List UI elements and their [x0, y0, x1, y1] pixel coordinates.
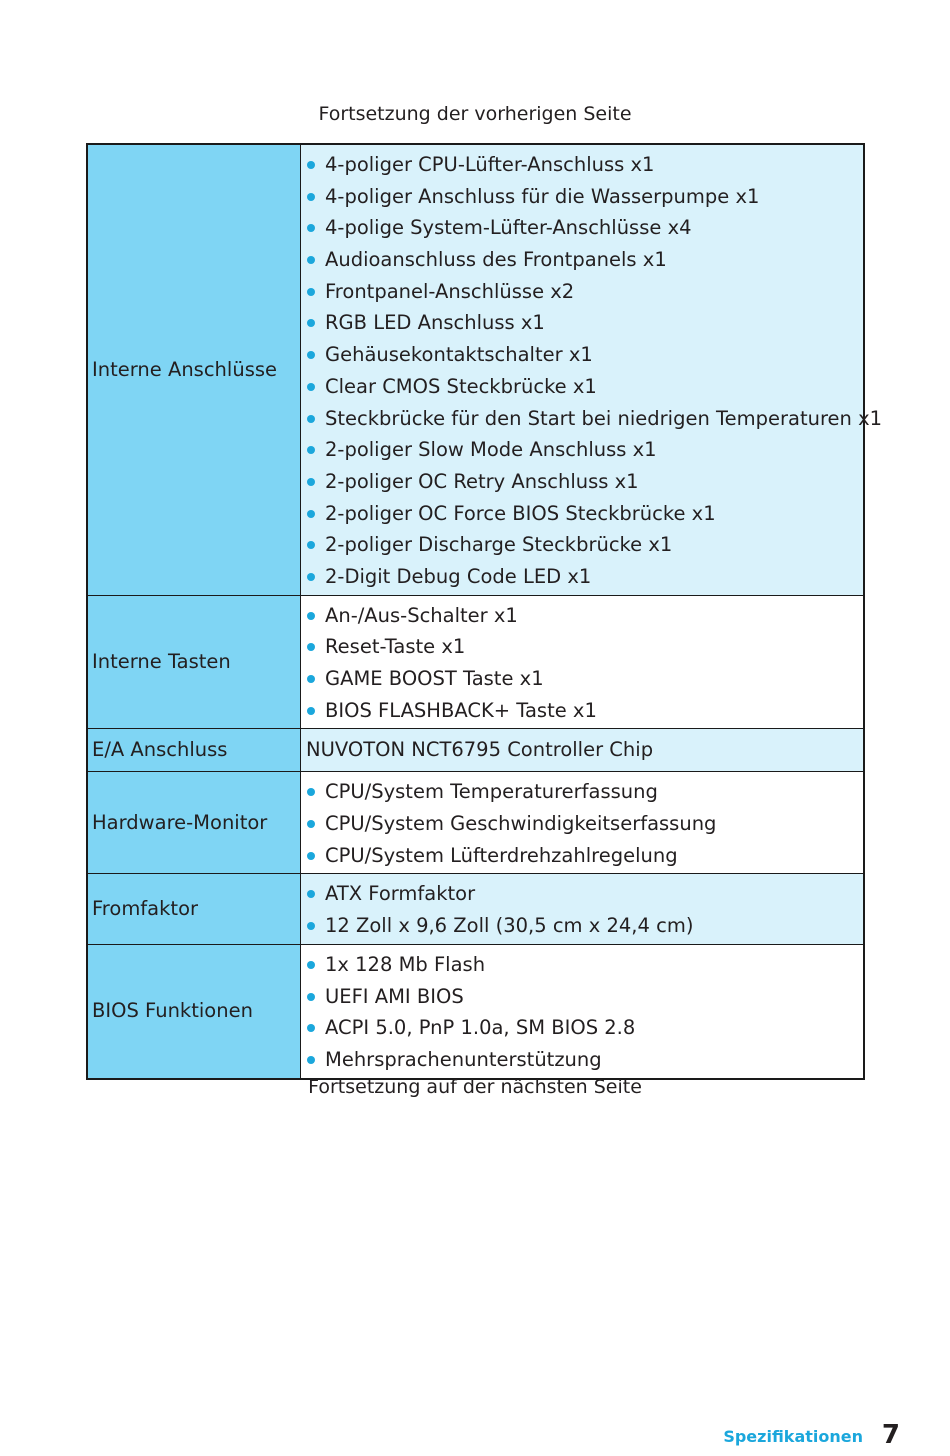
list-item: UEFI AMI BIOS: [306, 981, 863, 1013]
spec-row-internal-buttons: [87, 595, 864, 729]
footer-section-title: Spezifikationen: [723, 1427, 863, 1446]
list-item: 4-poliger CPU-Lüfter-Anschluss x1: [306, 149, 863, 181]
list-item: 4-poliger Anschluss für die Wasserpumpe x1: [306, 181, 863, 213]
list-item: 2-poliger OC Retry Anschluss x1: [306, 466, 863, 498]
list-item: 2-poliger Discharge Steckbrücke x1: [306, 529, 863, 561]
list-item: Steckbrücke für den Start bei niedrigen Temperaturen x1: [306, 403, 863, 435]
list-item: An-/Aus-Schalter x1: [306, 600, 863, 632]
item-list: [306, 945, 863, 1078]
row-value: [301, 944, 865, 1078]
list-item: 4-polige System-Lüfter-Anschlüsse x4: [306, 212, 863, 244]
item-list: [306, 596, 863, 729]
spec-row-io-connector: [87, 729, 864, 772]
list-item: CPU/System Geschwindigkeitserfassung: [306, 808, 863, 840]
list-item: Audioanschluss des Frontpanels x1: [306, 244, 863, 276]
list-item: CPU/System Lüfterdrehzahlregelung: [306, 840, 863, 872]
continued-to-note: Fortsetzung auf der nächsten Seite: [308, 1076, 642, 1098]
row-value: [301, 772, 865, 874]
row-value: [301, 144, 883, 595]
list-item: 12 Zoll x 9,6 Zoll (30,5 cm x 24,4 cm): [306, 910, 863, 942]
spec-row-hardware-monitor: [87, 772, 864, 874]
list-item: ACPI 5.0, PnP 1.0a, SM BIOS 2.8: [306, 1012, 863, 1044]
list-item: Frontpanel-Anschlüsse x2: [306, 276, 863, 308]
row-label: BIOS Funktionen: [87, 944, 301, 1078]
row-label: Interne Tasten: [87, 595, 301, 729]
spec-table: [86, 143, 883, 1080]
spec-row-form-factor: [87, 874, 864, 944]
row-value: [301, 595, 865, 729]
spec-row-internal-connectors: [87, 144, 864, 595]
list-item: 2-poliger Slow Mode Anschluss x1: [306, 434, 863, 466]
row-label: Fromfaktor: [87, 874, 301, 944]
list-item: BIOS FLASHBACK+ Taste x1: [306, 695, 863, 727]
list-item: CPU/System Temperaturerfassung: [306, 776, 863, 808]
row-value-text: NUVOTON NCT6795 Controller Chip: [306, 738, 654, 762]
list-item: 2-Digit Debug Code LED x1: [306, 561, 863, 593]
row-label: E/A Anschluss: [87, 729, 301, 772]
list-item: RGB LED Anschluss x1: [306, 307, 863, 339]
row-value: [301, 874, 865, 944]
row-value: [301, 729, 865, 772]
list-item: 2-poliger OC Force BIOS Steckbrücke x1: [306, 498, 863, 530]
list-item: Mehrsprachenunterstützung: [306, 1044, 863, 1076]
spec-row-bios-features: [87, 944, 864, 1078]
list-item: ATX Formfaktor: [306, 878, 863, 910]
list-item: Gehäusekontaktschalter x1: [306, 339, 863, 371]
item-list: [306, 145, 883, 595]
row-label: Interne Anschlüsse: [87, 144, 301, 595]
list-item: 1x 128 Mb Flash: [306, 949, 863, 981]
page-number: 7: [881, 1420, 900, 1450]
row-label: Hardware-Monitor: [87, 772, 301, 874]
item-list: [306, 772, 863, 873]
item-list: [306, 874, 863, 943]
continued-from-note: Fortsetzung der vorherigen Seite: [318, 103, 632, 125]
list-item: Clear CMOS Steckbrücke x1: [306, 371, 863, 403]
list-item: GAME BOOST Taste x1: [306, 663, 863, 695]
list-item: Reset-Taste x1: [306, 631, 863, 663]
